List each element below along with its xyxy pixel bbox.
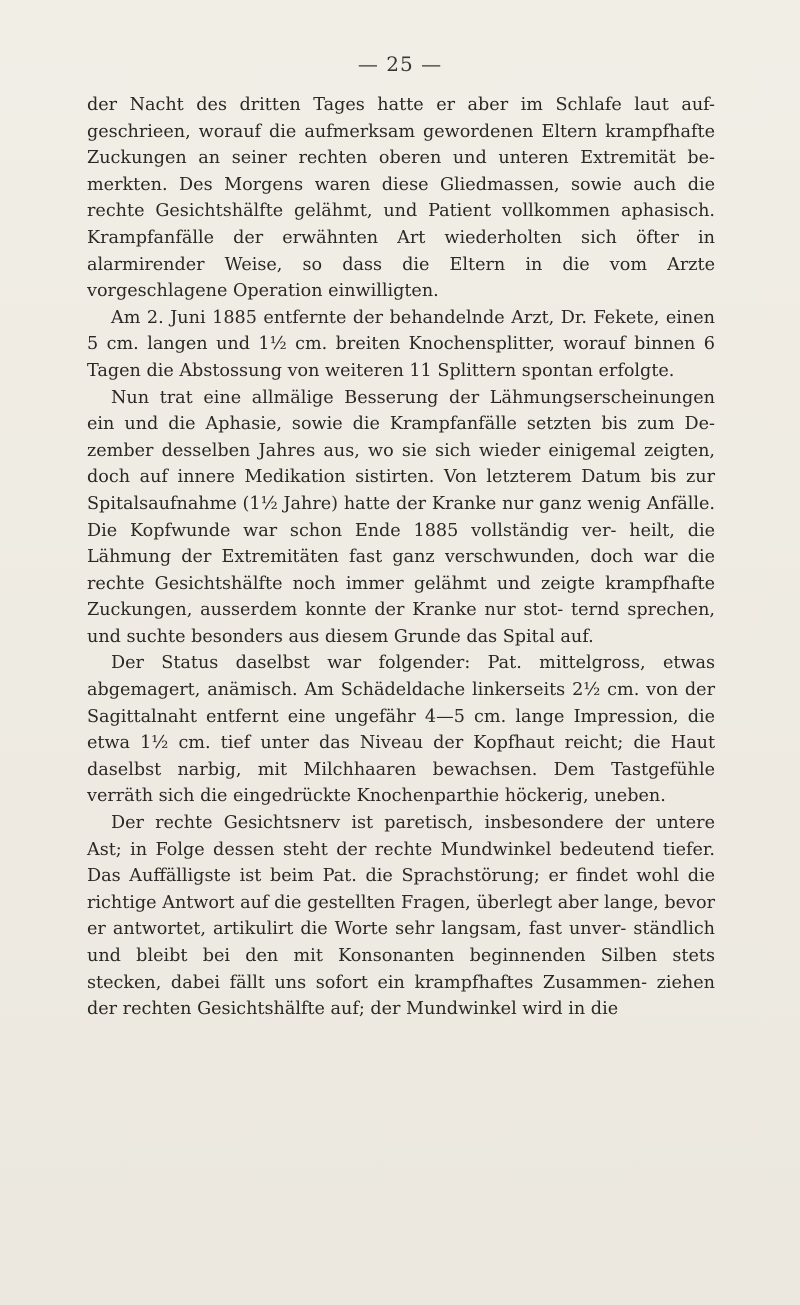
- line-4: die etwa 1½ cm. tief unter das Niveau der Kopfhaut reicht; die: [87, 706, 715, 754]
- line-6: ständlich und bleibt bei den mit Konsonanten beginnenden Silben: [87, 919, 716, 966]
- line-6: vollkommen aphasisch. Krampfanfälle der erwähnten Art: [87, 201, 715, 248]
- line-11: Spital auf.: [502, 626, 594, 647]
- line-7: stets stecken, dabei fällt uns sofort ein krampfhaftes Zusammen-: [87, 946, 715, 993]
- line-3: zember desselben Jahres aus, wo sie sich wieder einigemal zeigten,: [87, 440, 715, 461]
- line-5: bevor er antwortet, artikulirt die Worte sehr langsam, fast unver-: [87, 892, 715, 940]
- line-2: Ast; in Folge dessen steht der rechte Mundwinkel bedeutend tiefer.: [87, 839, 715, 860]
- paragraph-4: [87, 650, 715, 810]
- page-number: — 25 —: [357, 52, 443, 76]
- line-4: merkten. Des Morgens waren diese Gliedmassen, sowie: [87, 174, 622, 195]
- line-2: geschrieen, worauf die aufmerksam gewordenen Eltern krampfhafte: [87, 121, 715, 142]
- line-10: ternd sprechen, und suchte besonders aus diesem Grunde das: [87, 600, 716, 647]
- line-1: Der Status daselbst war folgender: Pat. mittelgross, etwas: [111, 653, 715, 674]
- line-2: einen 5 cm. langen und 1½ cm. breiten Knochensplitter, worauf: [87, 307, 715, 355]
- line-2: abgemagert, anämisch. Am Schädeldache linkerseits 2½ cm. von: [87, 680, 679, 701]
- line-8: in die vom Arzte vorgeschlagene Operation einwilligten.: [87, 254, 715, 302]
- line-4: die richtige Antwort auf die gestellten Fragen, überlegt aber lange,: [87, 866, 716, 913]
- line-6: Anfälle. Die Kopfwunde war schon Ende 1885 vollständig ver-: [87, 493, 715, 541]
- line-3: Zuckungen an seiner rechten oberen und unteren Extremität be-: [87, 148, 715, 169]
- line-7: wiederholten sich öfter in alarmirender Weise, so dass die Eltern: [87, 227, 715, 275]
- line-6: verräth sich die eingedrückte Knochenparthie höckerig, uneben.: [87, 786, 666, 807]
- paragraph-1: [87, 92, 715, 305]
- line-7: heilt, die Lähmung der Extremitäten fast ganz verschwunden, doch: [87, 520, 715, 568]
- line-1: der Nacht des dritten Tages hatte er aber im Schlafe laut auf-: [87, 95, 715, 115]
- line-8: war die rechte Gesichtshälfte noch immer gelähmt und zeigte: [87, 547, 715, 594]
- line-1: Nun trat eine allmälige Besserung der Lähmungserscheinungen: [111, 387, 715, 408]
- line-9: krampfhafte Zuckungen, ausserdem konnte der Kranke nur stot-: [87, 573, 716, 621]
- line-3: binnen 6 Tagen die Abstossung von weiteren 11 Splittern spontan: [87, 334, 715, 381]
- paragraph-2: [87, 305, 715, 385]
- body-text: [87, 92, 715, 1023]
- line-8: ziehen der rechten Gesichtshälfte auf; der Mundwinkel wird in die: [87, 972, 715, 1020]
- line-4: doch auf innere Medikation sistirten. Von letzterem Datum bis: [87, 467, 677, 488]
- line-5: zur Spitalsaufnahme (1½ Jahre) hatte der Kranke nur ganz wenig: [87, 467, 716, 514]
- paragraph-3: [87, 385, 715, 651]
- line-3: der Sagittalnaht entfernt eine ungefähr 4—5 cm. lange Impression,: [87, 680, 715, 727]
- line-2: ein und die Aphasie, sowie die Krampfanfälle setzten bis zum De-: [87, 414, 715, 435]
- line-5: auch die rechte Gesichtshälfte gelähmt, und Patient: [87, 174, 716, 222]
- line-5: Haut daselbst narbig, mit Milchhaaren bewachsen. Dem Tastgefühle: [87, 733, 716, 780]
- line-1: Der rechte Gesichtsnerv ist paretisch, insbesondere der untere: [111, 813, 715, 834]
- line-3: Das Auffälligste ist beim Pat. die Sprachstörung; er findet wohl: [87, 866, 680, 887]
- line-1: Am 2. Juni 1885 entfernte der behandelnde Arzt, Dr. Fekete,: [111, 307, 660, 328]
- paragraph-5: [87, 810, 715, 1023]
- line-4: erfolgte.: [598, 360, 675, 381]
